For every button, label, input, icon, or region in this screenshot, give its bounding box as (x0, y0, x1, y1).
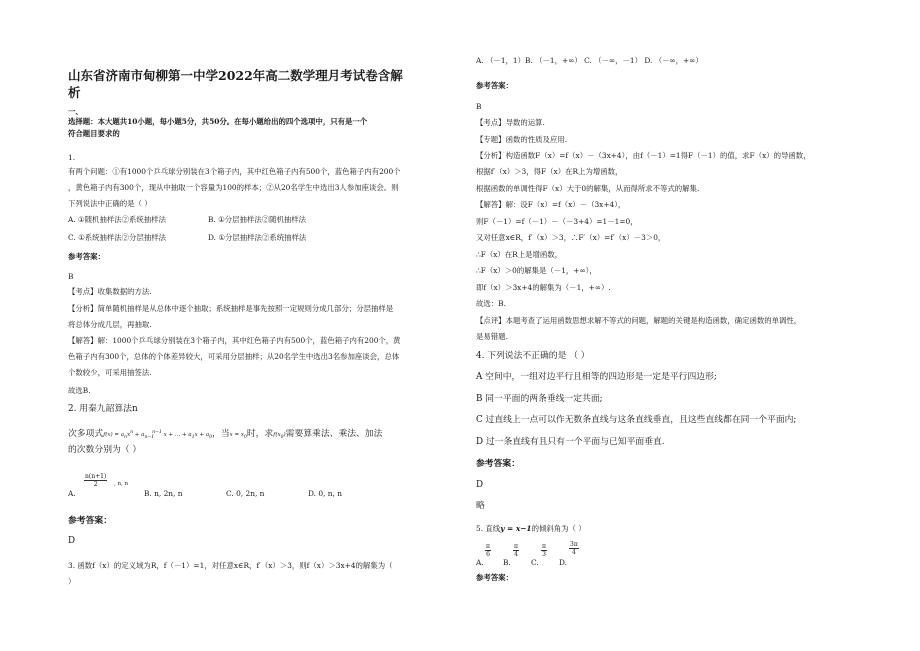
q3-analysis-line: 【分析】构造函数F（x）=f（x）－（3x+4），由f（－1）=1得F（－1）的值，求F（x）的导函数， (476, 151, 811, 160)
q3-reference-label: 参考答案： (476, 81, 513, 90)
q1-option-b: B. ①分层抽样法②随机抽样法 (208, 215, 307, 224)
q3-analysis-line: 故选：B. (476, 299, 506, 308)
q4-option-c: C 过直线上一点可以作无数条直线与这条直线垂直，且这些直线都在同一个平面内; (476, 415, 797, 425)
q2-tail: 需要算乘法、乘法、加法 (285, 428, 383, 439)
q2-reference-label: 参考答案： (68, 516, 112, 526)
q1-number: 1. (68, 153, 76, 162)
q4-note: 略 (476, 501, 485, 511)
section-number: 一、 (68, 107, 83, 116)
q3-stem-line1: 3. 函数f（x）的定义域为R，f（－1）=1，对任意x∈R，f′（x）＞3，则f（x）＞3x+4的解集为（ (68, 561, 393, 570)
q2-option-a-rest: , n, n (114, 481, 129, 487)
q4-option-a: A 空间中，一组对边平行且相等的四边形是一定是平行四边形; (476, 372, 717, 382)
q1-analysis-line: 【考点】收集数据的方法. (68, 287, 152, 296)
q2-option-d: D. 0, n, n (308, 489, 342, 498)
q4-option-b: B 同一平面的两条垂线一定共面; (476, 394, 603, 404)
q1-analysis-line: 故选B. (68, 386, 91, 395)
q4-option-d: D 过一条直线有且只有一个平面与已知平面垂直. (476, 437, 665, 447)
q5-option-d-label: D. (559, 558, 568, 567)
q2-fx0: $f(x_0)$ (273, 431, 286, 440)
q3-analysis-line: ∴F（x）在R上是增函数， (476, 250, 563, 259)
q2-line2 (68, 427, 382, 444)
q3-analysis-line: 根据f′（x）＞3，得F（x）在R上为增函数， (476, 167, 623, 176)
q4-stem: 4. 下列说法不正确的是 （ ） (476, 351, 590, 361)
q3-analysis-line: 则F（－1）=f（－1）－（－3+4）=1－1=0， (476, 217, 638, 226)
q2-x-eq: $x = x_0$ (229, 431, 247, 440)
q4-reference-label: 参考答案： (476, 459, 520, 469)
q4-answer: D (476, 480, 484, 490)
q3-analysis-line: 是易错题. (476, 332, 508, 341)
q1-option-d: D. ①分层抽样法②系统抽样法 (208, 233, 307, 242)
q5-option-b-fraction: $\frac{\pi}{4}$ (514, 543, 518, 558)
q5-option-a-fraction: $\frac{\pi}{6}$ (486, 543, 490, 558)
q1-stem-line: 下列说法中正确的是（ ） (68, 199, 152, 208)
q1-answer: B (68, 272, 74, 281)
q3-analysis-line: 即f（x）＞3x+4的解集为（－1，+∞）. (476, 283, 611, 292)
q5-option-c-label: C. (531, 558, 539, 567)
q2-line1: 2. 用秦九韶算法n (68, 404, 138, 414)
q5-option-b-label: B. (503, 558, 511, 567)
q3-analysis-line: 【考点】导数的运算. (476, 118, 545, 127)
q5-option-a-label: A. (476, 558, 484, 567)
q3-analysis-line: 【点评】本题考查了运用函数思想求解不等式的问题，解题的关键是构造函数，确定函数的单调性， (476, 316, 802, 325)
q5-option-c-fraction: $\frac{\pi}{3}$ (542, 543, 546, 558)
q3-analysis-line: 【专题】函数的性质及应用. (476, 135, 568, 144)
q2-option-c: C. 0, 2n, n (226, 489, 265, 498)
q2-prefix: 次多项式 (68, 428, 104, 439)
document-title-line2: 析 (68, 85, 81, 100)
q1-option-a: A. ①随机抽样法②系统抽样法 (68, 215, 166, 224)
q5-stem-prefix: 5. 直线 (476, 524, 501, 533)
q3-options: A. （－1，1）B. （－1，+∞） C. （－∞，－1） D. （－∞，+∞） (476, 56, 703, 65)
q3-analysis-line: 又对任意x∈R，f′（x）＞3，∴F′（x）=f′（x）－3＞0， (476, 233, 666, 242)
q1-reference-label: 参考答案： (68, 252, 105, 261)
q2-option-a-label: A. (68, 489, 76, 498)
q1-analysis-line: 个数较少，可采用抽签法. (68, 368, 152, 377)
q5-stem-suffix: 的倾斜角为（ ） (531, 524, 586, 533)
q1-stem-line: ，黄色箱子内有300个，现从中抽取一个容量为100的样本；②从20名学生中选出3人参加座谈会。则 (68, 183, 399, 192)
section-header-line2: 符合题目要求的 (68, 129, 120, 138)
q3-analysis-line: 【解答】解：设F（x）=f（x）－（3x+4）， (476, 200, 626, 209)
q2-mid: ，当 (212, 428, 230, 439)
q5-equation: y = x−1 (500, 524, 532, 533)
q1-analysis-line: 【解答】解：1000个乒乓球分别装在3个箱子内，其中红色箱子内有500个，蓝色箱子内有200个，黄 (68, 336, 401, 345)
q3-analysis-line: 根据函数的单调性得F（x）大于0的解集，从而得所求不等式的解集. (476, 184, 700, 193)
q2-polynomial: $f(x) = a_nx^n + a_{n-1}^{n-1}$ x + … + $a_1x + a_0$ (103, 430, 213, 440)
q1-option-c: C. ①系统抽样法②分层抽样法 (68, 233, 167, 242)
q1-analysis-line: 【分析】简单随机抽样是从总体中逐个抽取；系统抽样是事先按照一定规则分成几部分；分层抽样是 (68, 304, 394, 313)
q5-option-d-fraction: $\frac{3\pi}{4}$ (570, 541, 578, 556)
section-header-line1: 选择题：本大题共10小题，每小题5分，共50分。在每小题给出的四个选项中，只有是一个 (68, 117, 368, 126)
q1-analysis-line: 将总体分成几层，再抽取. (68, 320, 152, 329)
q3-answer: B (476, 102, 482, 111)
q1-stem-line: 有两个问题：①有1000个乒乓球分别装在3个箱子内，其中红色箱子内有500个，蓝色箱子内有200个 (68, 167, 401, 176)
q5-reference-label: 参考答案： (476, 573, 513, 582)
q3-stem-line2: ） (68, 577, 76, 586)
q2-line3: 的次数分别为（ ） (68, 445, 142, 455)
q3-analysis-line: ∴F（x）＞0的解集是（－1，+∞）， (476, 266, 597, 275)
q5-stem (476, 524, 586, 534)
q2-option-a-fraction: $\frac{n(n+1)}{2}$ (85, 473, 107, 488)
q2-answer: D (68, 536, 76, 546)
document-title-line1: 山东省济南市甸柳第一中学2022年高二数学理月考试卷含解 (68, 68, 403, 83)
q1-analysis-line: 色箱子内有300个，总体的个体差异较大，可采用分层抽样；从20名学生中选出3名参加座谈会，总体 (68, 352, 400, 361)
q2-post: 时，求 (246, 428, 274, 439)
q2-option-b: B. n, 2n, n (144, 489, 183, 498)
